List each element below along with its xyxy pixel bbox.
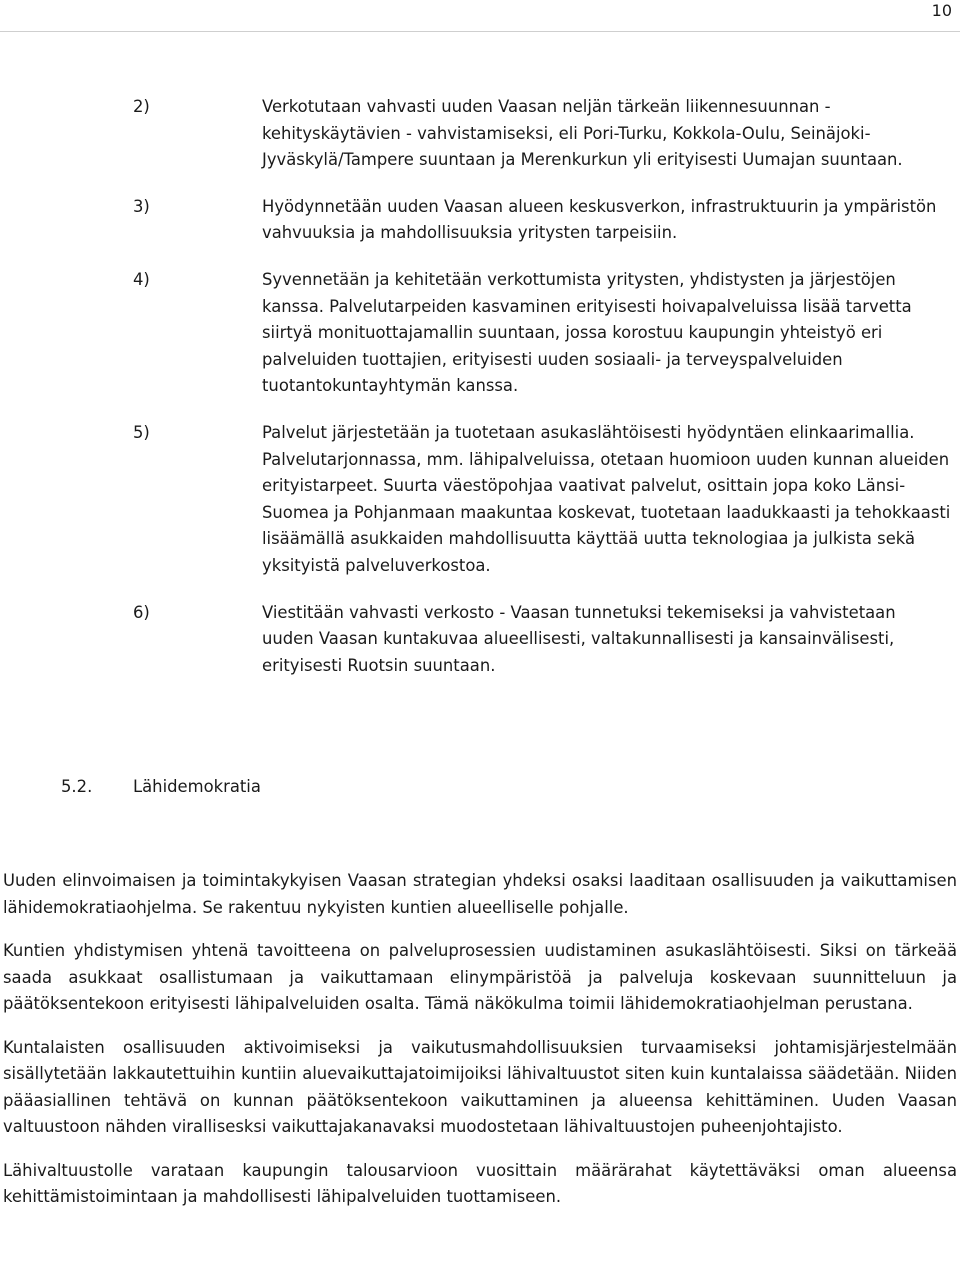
list-item-text: Syvennetään ja kehitetään verkottumista yritysten, yhdistysten ja järjestöjen kanssa. Palvelutarpeiden kasvaminen erityisesti hoivapalveluissa lisää tarvetta siirtyä monituottajamallin suuntaan, jossa korostuu kaupungin yhteistyö eri palveluiden tuottajien, erityisesti uuden sosiaali- ja terveyspalveluiden tuotantokuntayhtymän kanssa. xyxy=(262,269,912,396)
numbered-list xyxy=(0,94,960,699)
header-divider xyxy=(0,31,960,32)
list-item-number: 2) xyxy=(133,97,150,116)
list-item xyxy=(0,600,960,680)
list-item-text: Palvelut järjestetään ja tuotetaan asukaslähtöisesti hyödyntäen elinkaarimallia. Palvelutarjonnassa, mm. lähipalveluissa, otetaan huomioon uuden kunnan alueiden erityistarpeet. Suurta väestöpohjaa vaativat palvelut, osittain jopa koko Länsi-Suomea ja Pohjanmaan maakuntaa koskevat, tuotetaan laadukkaasti ja tehokkaasti lisäämällä asukkaiden mahdollisuutta käyttää uutta teknologiaa ja julkista sekä yksityistä palveluverkostoa. xyxy=(262,422,951,575)
list-item-number: 5) xyxy=(133,422,150,442)
list-item-number: 3) xyxy=(133,196,150,216)
list-item-number: 6) xyxy=(133,602,150,622)
list-item-text: Viestitään vahvasti verkosto - Vaasan tunnetuksi tekemiseksi ja vahvistetaan uuden Vaasan kuntakuvaa alueellisesti, valtakunnallisesti ja kansainvälisesti, erityisesti Ruotsin suuntaan. xyxy=(262,602,896,675)
list-item xyxy=(0,194,960,247)
list-item xyxy=(0,420,960,580)
paragraph: Lähivaltuustolle varataan kaupungin talousarvioon vuosittain määrärahat käytettäväksi oman alueensa kehittämistoimintaan ja mahdollisesti lähipalveluiden tuottamiseen. xyxy=(3,1160,957,1206)
paragraph: Kuntien yhdistymisen yhtenä tavoitteena on palveluprosessien uudistaminen asukaslähtöisesti. Siksi on tärkeää saada asukkaat osallistumaan ja vaikuttamaan elinympäristöä ja palveluja koskevaan suunnitteluun ja päätöksentekoon erityisesti lähipalveluiden osalta. Tämä näkökulma toimii lähidemokratiaohjelman perustana. xyxy=(3,941,957,1013)
list-item xyxy=(0,94,960,174)
section-title: Lähidemokratia xyxy=(133,777,261,796)
section-number: 5.2. xyxy=(61,777,93,796)
body-text xyxy=(3,868,957,1228)
paragraph: Uuden elinvoimaisen ja toimintakykyisen Vaasan strategian yhdeksi osaksi laaditaan osallisuuden ja vaikuttamisen lähidemokratiaohjelma. Se rakentuu nykyisten kuntien alueelliselle pohjalle. xyxy=(3,871,957,917)
page-number: 10 xyxy=(931,1,952,20)
list-item-text: Verkotutaan vahvasti uuden Vaasan neljän tärkeän liikennesuunnan - kehityskäytävien - vahvistamiseksi, eli Pori-Turku, Kokkola-Oulu, Seinäjoki-Jyväskylä/Tampere suuntaan ja Merenkurkun yli erityisesti Uumajan suuntaan. xyxy=(262,97,903,170)
list-item xyxy=(0,267,960,400)
paragraph: Kuntalaisten osallisuuden aktivoimiseksi ja vaikutusmahdollisuuksien turvaamiseksi johtamisjärjestelmään sisällytetään lakkautettuihin kuntiin aluevaikuttajatoimijoiksi lähivaltuustot siten kuin kuntalaissa säädetään. Niiden pääasiallinen tehtävä on kunnan päätöksentekoon vaikuttaminen ja alueensa kehittäminen. Uuden Vaasan valtuustoon nähden virallisesksi vaikuttajakanavaksi muodostetaan lähivaltuustojen puheenjohtajisto. xyxy=(3,1037,957,1136)
list-item-number: 4) xyxy=(133,269,150,289)
list-item-text: Hyödynnetään uuden Vaasan alueen keskusverkon, infrastruktuurin ja ympäristön vahvuuksia ja mahdollisuuksia yritysten tarpeisiin. xyxy=(262,196,937,243)
